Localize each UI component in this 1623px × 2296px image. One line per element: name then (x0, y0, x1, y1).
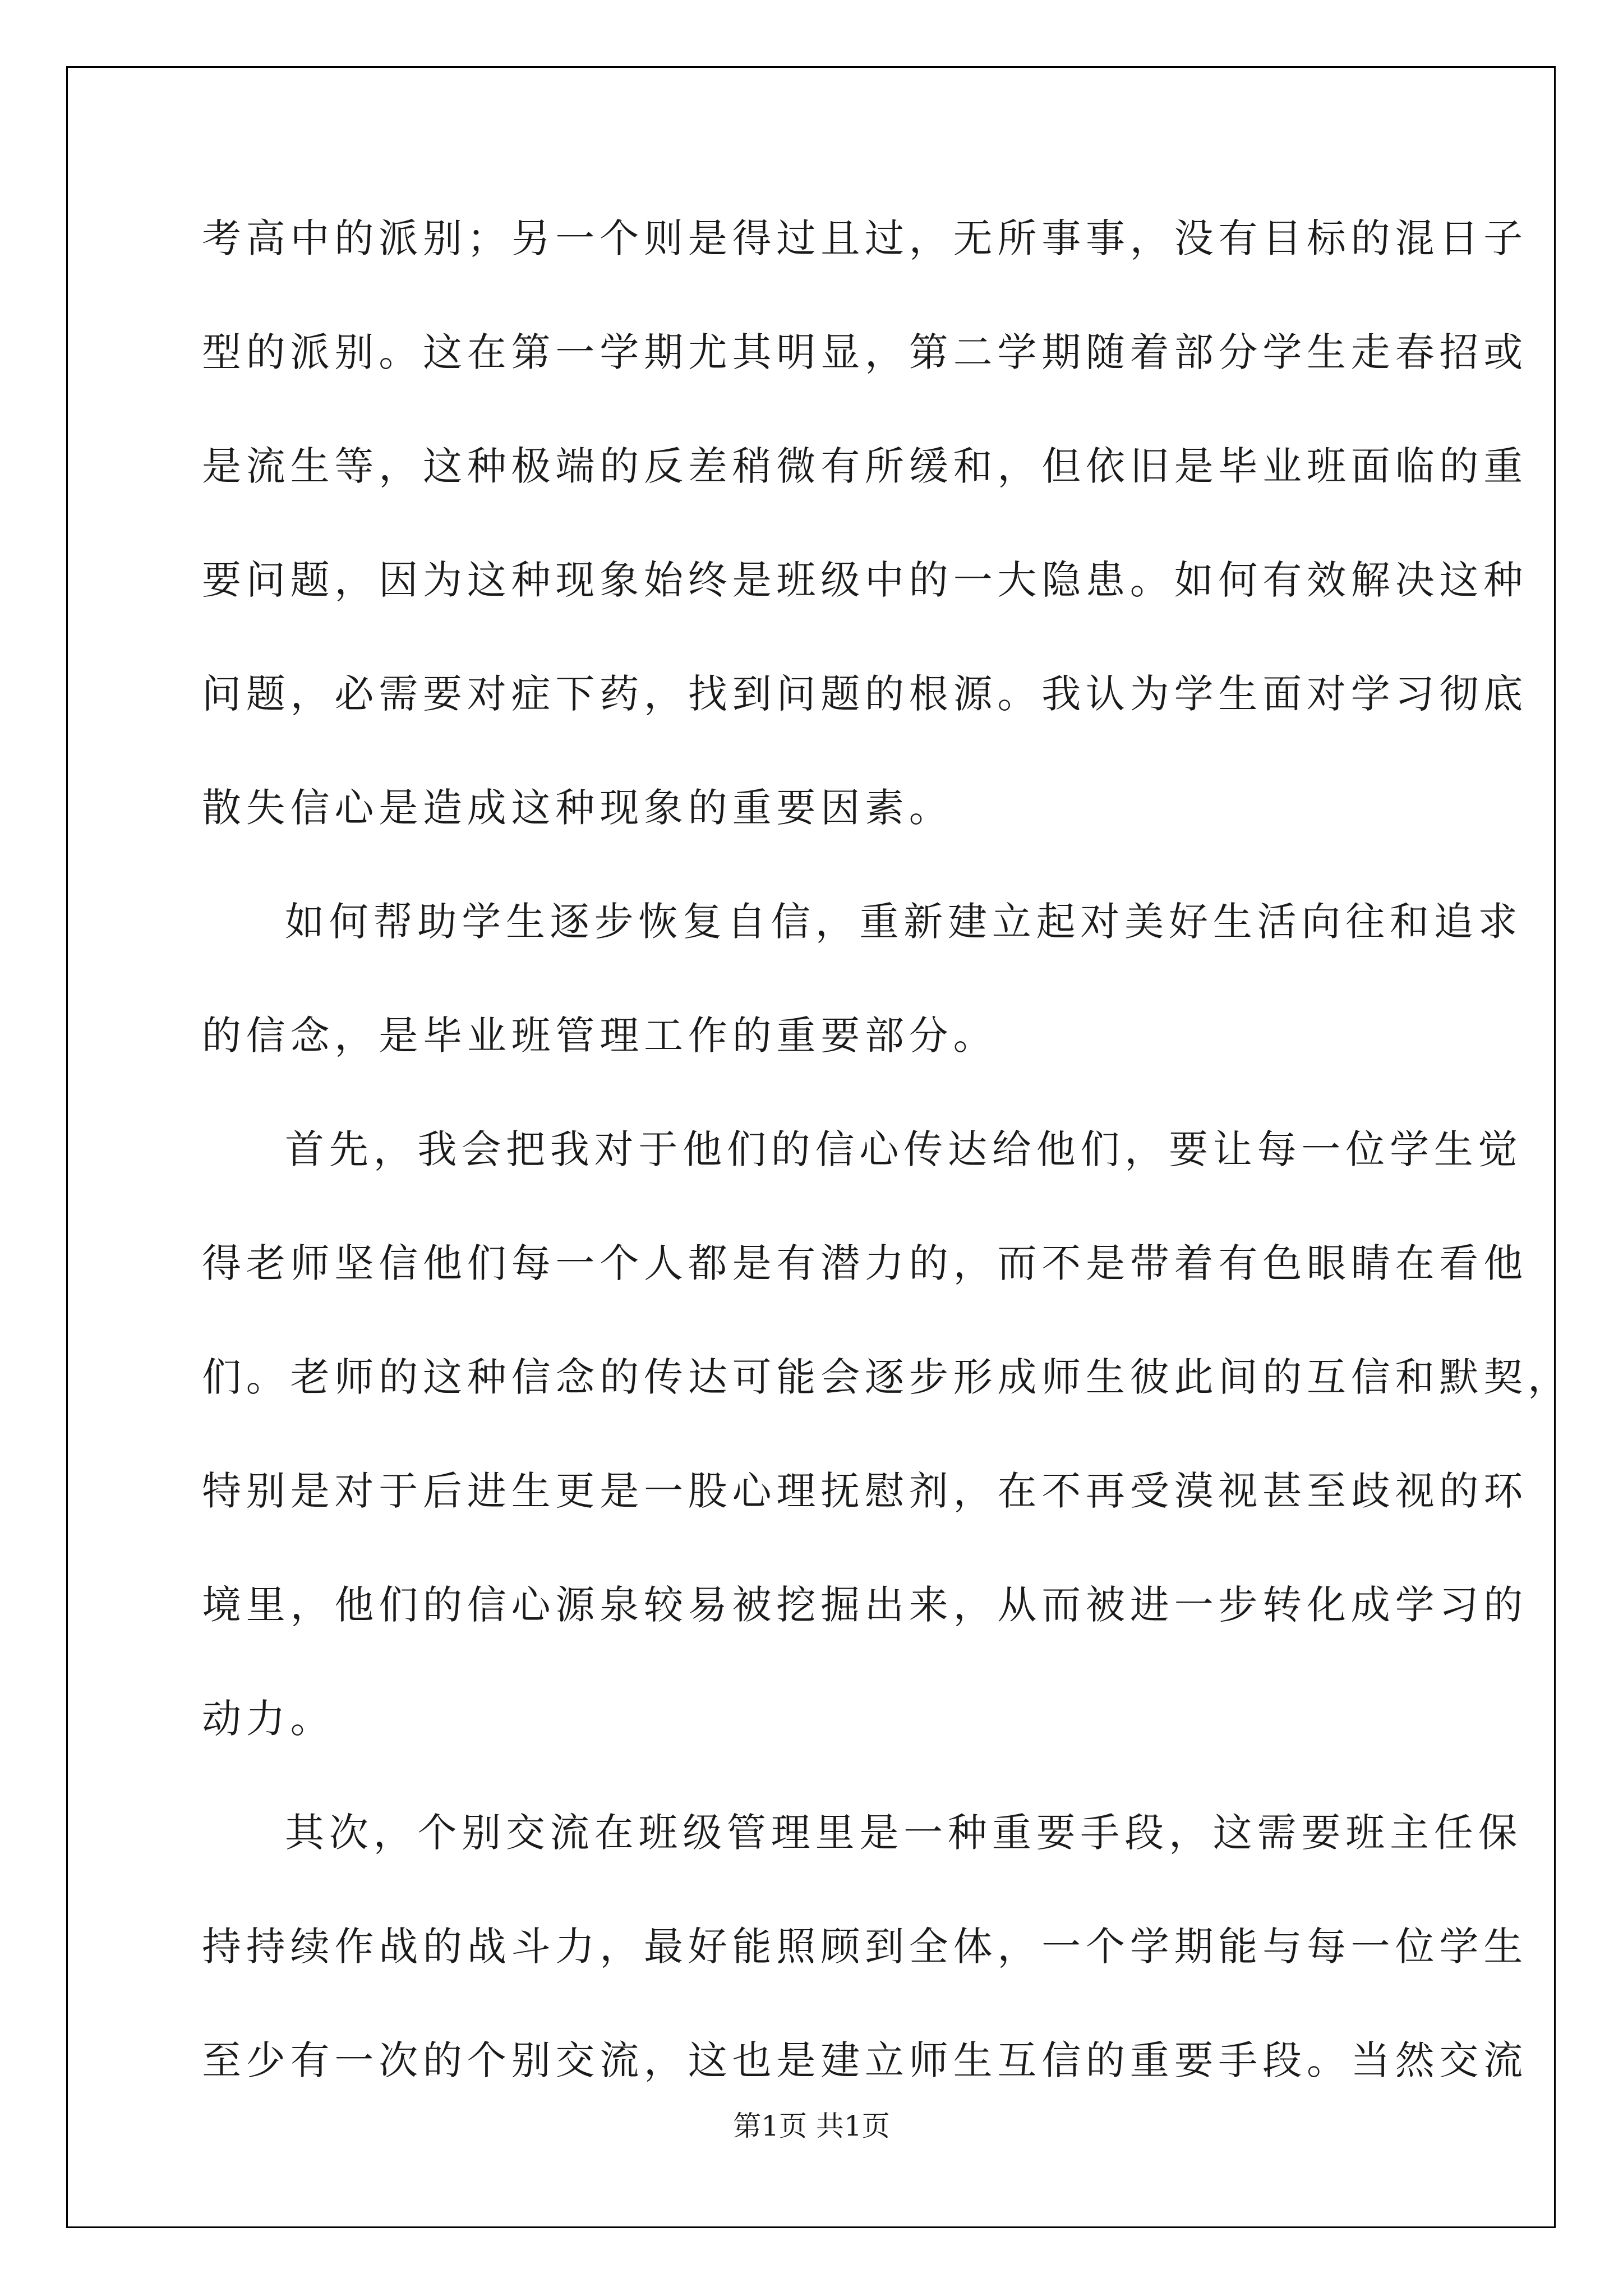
text-line: 是流生等，这种极端的反差稍微有所缓和，但依旧是毕业班面临的重 (202, 443, 1528, 489)
paragraph-first-line: 如何帮助学生逐步恢复自信，重新建立起对美好生活向往和追求 (285, 899, 1523, 945)
text-line: 们。老师的这种信念的传达可能会逐步形成师生彼此间的互信和默契， (202, 1354, 1572, 1400)
text-line: 动力。 (202, 1696, 335, 1742)
text-line: 要问题，因为这种现象始终是班级中的一大隐患。如何有效解决这种 (202, 557, 1528, 603)
document-body (202, 208, 1572, 2143)
text-line: 问题，必需要对症下药，找到问题的根源。我认为学生面对学习彻底 (202, 671, 1528, 717)
text-line: 至少有一次的个别交流，这也是建立师生互信的重要手段。当然交流 (202, 2037, 1528, 2083)
text-line: 境里，他们的信心源泉较易被挖掘出来，从而被进一步转化成学习的 (202, 1582, 1528, 1628)
text-line: 散失信心是造成这种现象的重要因素。 (202, 785, 953, 831)
paragraph-first-line: 首先，我会把我对于他们的信心传达给他们，要让每一位学生觉 (285, 1126, 1523, 1172)
text-line: 特别是对于后进生更是一股心理抚慰剂，在不再受漠视甚至歧视的环 (202, 1468, 1528, 1514)
paragraph-first-line: 其次，个别交流在班级管理里是一种重要手段，这需要班主任保 (285, 1810, 1523, 1856)
text-line: 考高中的派别；另一个则是得过且过，无所事事，没有目标的混日子 (202, 215, 1528, 261)
text-line: 得老师坚信他们每一个人都是有潜力的，而不是带着有色眼睛在看他 (202, 1240, 1528, 1286)
page-footer: 第1页 共1页 (733, 2110, 890, 2142)
text-line: 的信念，是毕业班管理工作的重要部分。 (202, 1013, 998, 1059)
text-line: 型的派别。这在第一学期尤其明显，第二学期随着部分学生走春招或 (202, 329, 1528, 375)
text-line: 持持续作战的战斗力，最好能照顾到全体，一个学期能与每一位学生 (202, 1924, 1528, 1970)
